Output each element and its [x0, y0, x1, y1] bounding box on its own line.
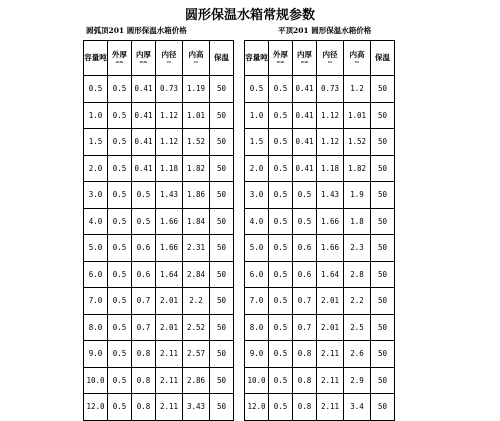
column-header-unit: mm [115, 59, 124, 65]
table-cell: 50 [210, 367, 234, 394]
header-row [245, 41, 395, 76]
table-cell: 4.0 [245, 208, 269, 235]
table-cell: 0.41 [132, 102, 156, 129]
table-cell: 0.8 [132, 394, 156, 421]
table-cell: 6.0 [245, 261, 269, 288]
table-row [245, 235, 395, 262]
table-row [245, 341, 395, 368]
table-cell: 2.84 [183, 261, 210, 288]
table-row [84, 235, 234, 262]
column-header-unit: mm [139, 59, 148, 65]
table-cell: 3.43 [183, 394, 210, 421]
table-cell: 0.5 [269, 261, 293, 288]
table-cell: 50 [210, 288, 234, 315]
table-cell: 50 [210, 314, 234, 341]
table-cell: 2.11 [156, 394, 183, 421]
table-cell: 8.0 [84, 314, 108, 341]
table-cell: 8.0 [245, 314, 269, 341]
column-header [84, 41, 108, 76]
table-cell: 2.6 [344, 341, 371, 368]
table-cell: 0.5 [108, 367, 132, 394]
column-header-label: 内厚 [297, 50, 312, 60]
table-cell: 0.5 [269, 182, 293, 209]
table-cell: 0.5 [269, 76, 293, 103]
table-row [245, 394, 395, 421]
table-row [84, 208, 234, 235]
table-cell: 0.5 [108, 102, 132, 129]
table-cell: 0.5 [108, 314, 132, 341]
column-header [183, 41, 210, 76]
table-row [245, 314, 395, 341]
table-cell: 50 [210, 341, 234, 368]
table-cell: 5.0 [84, 235, 108, 262]
table-cell: 0.41 [132, 129, 156, 156]
table-cell: 1.64 [317, 261, 344, 288]
table-cell: 2.0 [245, 155, 269, 182]
table-cell: 9.0 [245, 341, 269, 368]
table-row [84, 261, 234, 288]
table-cell: 1.84 [183, 208, 210, 235]
table-cell: 50 [371, 102, 395, 129]
left-table-caption: 圆弧顶201 圆形保温水箱价格 [86, 26, 187, 35]
table-cell: 0.5 [245, 76, 269, 103]
table-cell: 0.41 [293, 76, 317, 103]
table-cell: 0.5 [108, 155, 132, 182]
table-cell: 1.9 [344, 182, 371, 209]
column-header [344, 41, 371, 76]
table-cell: 0.5 [269, 394, 293, 421]
table-cell: 0.5 [269, 314, 293, 341]
table-row [84, 76, 234, 103]
column-header [269, 41, 293, 76]
table-row [84, 182, 234, 209]
table-cell: 1.0 [84, 102, 108, 129]
table-cell: 50 [371, 394, 395, 421]
table-cell: 2.8 [344, 261, 371, 288]
column-header [156, 41, 183, 76]
table-row [245, 208, 395, 235]
column-header-unit: m [328, 59, 332, 65]
column-header-label: 外厚 [112, 50, 127, 60]
table-cell: 0.5 [108, 261, 132, 288]
column-header [317, 41, 344, 76]
table-cell: 1.12 [156, 129, 183, 156]
table-cell: 1.5 [245, 129, 269, 156]
table-cell: 50 [371, 261, 395, 288]
column-header-unit: m [194, 59, 198, 65]
table-cell: 2.2 [344, 288, 371, 315]
table-cell: 0.41 [132, 76, 156, 103]
table-cell: 1.66 [156, 235, 183, 262]
table-row [245, 102, 395, 129]
table-cell: 50 [371, 235, 395, 262]
table-cell: 2.01 [317, 314, 344, 341]
table-cell: 50 [371, 341, 395, 368]
table-cell: 2.57 [183, 341, 210, 368]
column-header-label: 内高 [349, 50, 365, 60]
table-cell: 1.66 [317, 235, 344, 262]
table-cell: 1.66 [317, 208, 344, 235]
table-cell: 0.6 [293, 261, 317, 288]
table-cell: 3.0 [84, 182, 108, 209]
table-cell: 2.3 [344, 235, 371, 262]
table-cell: 50 [210, 394, 234, 421]
column-header [293, 41, 317, 76]
table-cell: 0.5 [108, 288, 132, 315]
table-cell: 0.5 [269, 367, 293, 394]
table-cell: 1.2 [344, 76, 371, 103]
table-cell: 0.41 [293, 129, 317, 156]
table-cell: 10.0 [245, 367, 269, 394]
table-cell: 1.82 [344, 155, 371, 182]
table-cell: 2.52 [183, 314, 210, 341]
table-cell: 0.73 [317, 76, 344, 103]
column-header [371, 41, 395, 76]
table-cell: 1.64 [156, 261, 183, 288]
table-cell: 50 [371, 76, 395, 103]
table-row [84, 394, 234, 421]
table-cell: 50 [210, 76, 234, 103]
table-cell: 0.8 [132, 341, 156, 368]
table-cell: 12.0 [84, 394, 108, 421]
table-cell: 50 [371, 129, 395, 156]
table-row [84, 102, 234, 129]
table-row [245, 182, 395, 209]
table-cell: 0.7 [132, 288, 156, 315]
table-cell: 9.0 [84, 341, 108, 368]
table-cell: 50 [371, 155, 395, 182]
table-row [245, 76, 395, 103]
table-cell: 1.82 [183, 155, 210, 182]
table-cell: 1.19 [183, 76, 210, 103]
table-cell: 0.5 [269, 155, 293, 182]
table-cell: 7.0 [245, 288, 269, 315]
table-cell: 2.11 [156, 341, 183, 368]
table-cell: 0.7 [132, 314, 156, 341]
table-cell: 0.5 [108, 129, 132, 156]
table-cell: 0.5 [293, 208, 317, 235]
table-row [84, 341, 234, 368]
table-cell: 1.43 [156, 182, 183, 209]
table-cell: 2.11 [317, 341, 344, 368]
column-header-unit: mm [276, 59, 285, 65]
table-cell: 0.5 [293, 182, 317, 209]
table-cell: 12.0 [245, 394, 269, 421]
table-cell: 0.41 [132, 155, 156, 182]
table-cell: 1.12 [317, 129, 344, 156]
column-header-label: 内厚 [136, 50, 151, 60]
table-cell: 0.6 [293, 235, 317, 262]
table-cell: 4.0 [84, 208, 108, 235]
table-cell: 0.73 [156, 76, 183, 103]
table-cell: 50 [371, 208, 395, 235]
table-cell: 1.01 [344, 102, 371, 129]
table-cell: 1.01 [183, 102, 210, 129]
table-cell: 0.5 [84, 76, 108, 103]
table-cell: 0.5 [108, 341, 132, 368]
table-cell: 2.2 [183, 288, 210, 315]
table-cell: 50 [371, 367, 395, 394]
table-cell: 1.18 [156, 155, 183, 182]
table-cell: 50 [371, 314, 395, 341]
table-cell: 50 [210, 235, 234, 262]
table-cell: 0.5 [108, 235, 132, 262]
table-cell: 2.11 [317, 367, 344, 394]
column-header [210, 41, 234, 76]
table-cell: 1.52 [344, 129, 371, 156]
column-header-label: 容量吨 [245, 52, 268, 62]
table-cell: 1.66 [156, 208, 183, 235]
table-cell: 1.86 [183, 182, 210, 209]
table-cell: 1.8 [344, 208, 371, 235]
table-cell: 50 [371, 182, 395, 209]
table-cell: 0.5 [269, 129, 293, 156]
table-cell: 0.5 [132, 182, 156, 209]
table-cell: 10.0 [84, 367, 108, 394]
column-header-label: 内径 [322, 50, 338, 60]
table-cell: 50 [210, 155, 234, 182]
table-cell: 1.18 [317, 155, 344, 182]
column-header [245, 41, 269, 76]
table-row [84, 129, 234, 156]
column-header-label: 保温 [375, 52, 390, 62]
table-row [84, 288, 234, 315]
table-cell: 0.6 [132, 261, 156, 288]
column-header-unit: m [355, 59, 359, 65]
table-cell: 0.41 [293, 155, 317, 182]
table-cell: 2.01 [156, 314, 183, 341]
table-cell: 2.86 [183, 367, 210, 394]
column-header [132, 41, 156, 76]
column-header [108, 41, 132, 76]
table-cell: 0.5 [108, 394, 132, 421]
table-cell: 2.11 [317, 394, 344, 421]
table-cell: 0.7 [293, 314, 317, 341]
column-header-unit: m [167, 59, 171, 65]
table-cell: 6.0 [84, 261, 108, 288]
column-header-label: 容量吨 [84, 52, 107, 62]
table-cell: 0.5 [108, 76, 132, 103]
table-cell: 1.12 [317, 102, 344, 129]
table-cell: 1.5 [84, 129, 108, 156]
table-cell: 0.8 [293, 367, 317, 394]
column-header-label: 内径 [161, 50, 177, 60]
table-cell: 2.9 [344, 367, 371, 394]
table-cell: 50 [210, 182, 234, 209]
column-header-label: 内高 [188, 50, 204, 60]
table-cell: 0.5 [269, 235, 293, 262]
table-cell: 0.5 [269, 341, 293, 368]
table-cell: 50 [210, 261, 234, 288]
table-cell: 0.8 [293, 341, 317, 368]
table-cell: 0.7 [293, 288, 317, 315]
table-row [84, 367, 234, 394]
table-row [245, 288, 395, 315]
table-cell: 50 [210, 102, 234, 129]
table-row [84, 155, 234, 182]
table-cell: 2.31 [183, 235, 210, 262]
table-cell: 0.8 [132, 367, 156, 394]
page-title: 圆形保温水箱常规参数 [184, 8, 315, 23]
table-row [245, 367, 395, 394]
table-cell: 3.4 [344, 394, 371, 421]
table-cell: 0.5 [132, 208, 156, 235]
left-spec-table [83, 40, 234, 421]
table-cell: 5.0 [245, 235, 269, 262]
table-cell: 2.01 [317, 288, 344, 315]
table-cell: 0.41 [293, 102, 317, 129]
header-row [84, 41, 234, 76]
table-cell: 1.43 [317, 182, 344, 209]
table-cell: 50 [371, 288, 395, 315]
table-cell: 50 [210, 208, 234, 235]
table-row [245, 129, 395, 156]
table-cell: 1.0 [245, 102, 269, 129]
table-cell: 0.5 [269, 288, 293, 315]
right-table-caption: 平顶201 圆形保温水箱价格 [278, 26, 372, 35]
table-cell: 0.5 [269, 208, 293, 235]
table-cell: 0.8 [293, 394, 317, 421]
table-cell: 2.01 [156, 288, 183, 315]
table-cell: 2.5 [344, 314, 371, 341]
column-header-unit: mm [300, 59, 309, 65]
table-cell: 0.5 [108, 208, 132, 235]
table-row [245, 261, 395, 288]
table-cell: 2.11 [156, 367, 183, 394]
table-cell: 3.0 [245, 182, 269, 209]
table-row [84, 314, 234, 341]
table-cell: 0.6 [132, 235, 156, 262]
table-cell: 1.12 [156, 102, 183, 129]
column-header-label: 保温 [214, 52, 229, 62]
table-row [245, 155, 395, 182]
table-cell: 0.5 [269, 102, 293, 129]
table-cell: 50 [210, 129, 234, 156]
table-cell: 2.0 [84, 155, 108, 182]
table-cell: 0.5 [108, 182, 132, 209]
table-cell: 7.0 [84, 288, 108, 315]
column-header-label: 外厚 [273, 50, 288, 60]
right-spec-table [244, 40, 395, 421]
table-cell: 1.52 [183, 129, 210, 156]
